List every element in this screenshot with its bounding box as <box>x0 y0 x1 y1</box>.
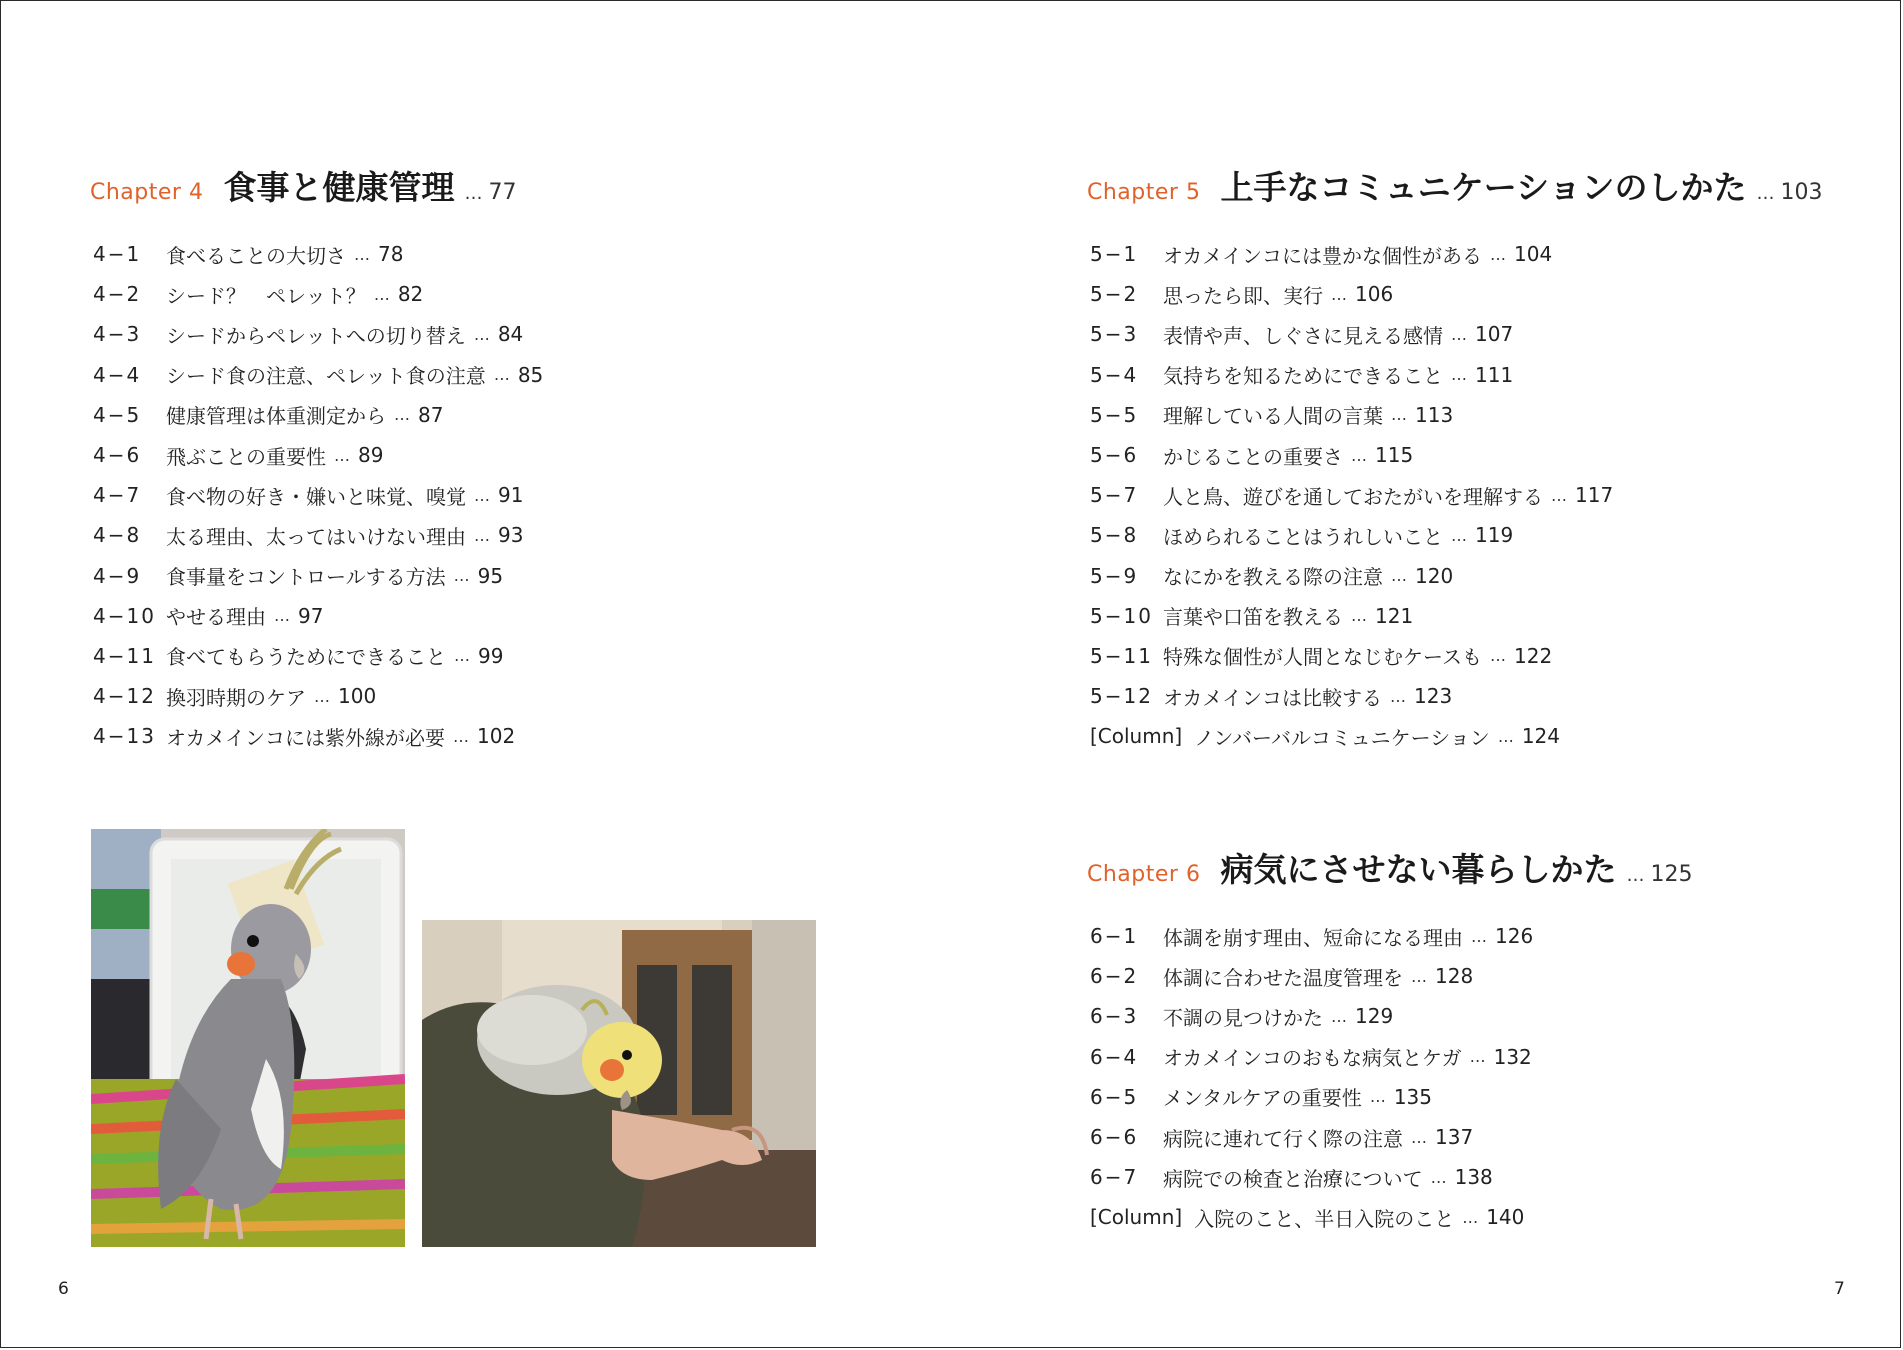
chapter-leader: … <box>1626 865 1645 886</box>
toc-item[interactable] <box>93 314 543 354</box>
item-title: 表情や声、しぐさに見える感情 <box>1163 323 1443 348</box>
item-number: 5−5 <box>1090 402 1139 427</box>
toc-item[interactable] <box>1090 1037 1533 1077</box>
toc-item[interactable] <box>93 676 543 716</box>
item-page: 132 <box>1493 1044 1532 1069</box>
item-leader: … <box>1490 646 1506 666</box>
item-number: [Column] <box>1090 1205 1183 1230</box>
item-number: 6−1 <box>1090 924 1139 949</box>
item-number: 5−9 <box>1090 563 1139 588</box>
item-number: 4−7 <box>93 483 142 508</box>
item-number: 5−1 <box>1090 242 1139 267</box>
item-number: 4−10 <box>93 603 156 628</box>
item-number: 4−6 <box>93 443 142 468</box>
item-leader: … <box>453 726 469 746</box>
item-title: かじることの重要さ <box>1163 444 1343 469</box>
toc-item[interactable] <box>1090 1077 1533 1117</box>
toc-item[interactable] <box>93 716 543 756</box>
item-leader: … <box>1369 1087 1386 1107</box>
item-title: オカメインコは比較する <box>1163 685 1382 710</box>
item-leader: … <box>1331 1006 1347 1026</box>
item-page: 111 <box>1475 362 1514 387</box>
item-title: なにかを教える際の注意 <box>1163 565 1383 590</box>
item-title: シード食の注意、ペレット食の注意 <box>166 364 486 389</box>
toc-item[interactable] <box>1090 314 1613 354</box>
item-title: メンタルケアの重要性 <box>1163 1086 1362 1111</box>
toc-item[interactable] <box>1090 435 1613 475</box>
item-page: 140 <box>1486 1205 1525 1230</box>
item-leader: … <box>1351 445 1367 465</box>
toc-item[interactable] <box>1090 1157 1533 1197</box>
item-number: 5−11 <box>1090 643 1153 668</box>
chapter-title: 食事と健康管理 <box>223 168 455 207</box>
toc-list <box>93 234 543 756</box>
item-number: 4−12 <box>93 684 156 709</box>
page-number-left: 6 <box>58 1279 69 1299</box>
item-number: 4−4 <box>93 362 142 387</box>
toc-item[interactable] <box>93 556 543 596</box>
item-leader: … <box>474 485 490 505</box>
item-leader: … <box>1551 485 1567 505</box>
toc-item[interactable] <box>1090 676 1613 716</box>
item-leader: … <box>474 525 490 545</box>
item-page: 102 <box>477 724 516 749</box>
toc-item[interactable] <box>93 435 543 475</box>
item-title: 飛ぶことの重要性 <box>166 444 326 469</box>
chapter-title: 病気にさせない暮らしかた <box>1220 850 1617 889</box>
item-leader: … <box>1351 606 1367 626</box>
chapter-6 <box>1087 844 1867 1264</box>
item-page: 120 <box>1415 563 1454 588</box>
item-page: 138 <box>1454 1165 1493 1190</box>
item-title: 入院のこと、半日入院のこと <box>1194 1206 1455 1231</box>
item-title: オカメインコには豊かな個性がある <box>1163 243 1482 268</box>
item-number: 5−12 <box>1090 684 1153 709</box>
toc-item-column[interactable] <box>1090 1197 1533 1237</box>
chapter-page: 77 <box>488 180 517 205</box>
item-number: 5−4 <box>1090 362 1139 387</box>
item-number: 4−1 <box>93 242 142 267</box>
item-number: 6−3 <box>1090 1004 1139 1029</box>
item-number: 6−5 <box>1090 1084 1139 1109</box>
toc-list <box>1090 916 1533 1238</box>
item-leader: … <box>454 646 470 666</box>
toc-item[interactable] <box>93 234 543 274</box>
item-page: 93 <box>498 523 524 548</box>
item-number: 4−9 <box>93 563 142 588</box>
item-number: 6−4 <box>1090 1044 1139 1069</box>
item-leader: … <box>1451 365 1467 385</box>
item-page: 100 <box>338 684 377 709</box>
toc-item[interactable] <box>93 475 543 515</box>
chapter-page: 125 <box>1650 862 1693 887</box>
item-page: 115 <box>1375 443 1414 468</box>
item-number: 5−2 <box>1090 282 1139 307</box>
item-title: ほめられることはうれしいこと <box>1163 524 1443 549</box>
item-page: 91 <box>498 483 524 508</box>
item-number: 5−8 <box>1090 523 1139 548</box>
item-title: シード？ ペレット？ <box>166 283 366 308</box>
item-page: 124 <box>1521 724 1560 749</box>
item-leader: … <box>334 445 350 465</box>
item-page: 128 <box>1435 964 1474 989</box>
item-title: 不調の見つけかた <box>1163 1005 1323 1030</box>
item-leader: … <box>1497 726 1514 746</box>
item-leader: … <box>1390 686 1406 706</box>
item-page: 107 <box>1475 322 1514 347</box>
item-title: 食事量をコントロールする方法 <box>166 565 446 590</box>
item-leader: … <box>473 324 490 344</box>
item-number: 5−10 <box>1090 603 1153 628</box>
item-title: オカメインコのおもな病気とケガ <box>1163 1046 1462 1071</box>
item-leader: … <box>1469 1047 1486 1067</box>
toc-item[interactable] <box>93 515 543 555</box>
toc-item[interactable] <box>1090 355 1613 395</box>
chapter-label: Chapter 4 <box>90 180 204 205</box>
item-leader: … <box>1391 566 1407 586</box>
chapter-label: Chapter 6 <box>1087 862 1201 887</box>
cockatiel-hand-photo <box>422 920 816 1247</box>
item-leader: … <box>1430 1167 1447 1187</box>
toc-item[interactable] <box>1090 515 1613 555</box>
item-page: 95 <box>477 563 504 588</box>
item-leader: … <box>1451 525 1467 545</box>
chapter-leader: … <box>464 183 483 204</box>
toc-list <box>1090 234 1613 756</box>
item-number: 5−6 <box>1090 443 1139 468</box>
item-page: 99 <box>478 643 504 668</box>
chapter-heading <box>1087 162 1867 206</box>
toc-item[interactable] <box>1090 996 1533 1036</box>
item-title: 食べてもらうためにできること <box>166 645 446 670</box>
item-number: 4−11 <box>93 643 156 668</box>
toc-item[interactable] <box>1090 475 1613 515</box>
item-leader: … <box>1331 284 1347 304</box>
item-leader: … <box>373 284 390 304</box>
item-title: 病院に連れて行く際の注意 <box>1163 1126 1403 1151</box>
item-page: 84 <box>497 322 524 347</box>
toc-item[interactable] <box>93 395 543 435</box>
item-title: 理解している人間の言葉 <box>1163 404 1383 429</box>
item-title: ノンバーバルコミュニケーション <box>1194 725 1490 750</box>
item-number: 5−3 <box>1090 322 1139 347</box>
item-title: やせる理由 <box>166 605 266 630</box>
toc-item[interactable] <box>1090 1117 1533 1157</box>
item-page: 104 <box>1514 242 1553 267</box>
chapter-page: 103 <box>1780 180 1823 205</box>
item-number: 4−5 <box>93 402 142 427</box>
toc-item[interactable] <box>1090 274 1613 314</box>
item-page: 117 <box>1575 483 1614 508</box>
item-leader: … <box>274 606 290 626</box>
item-title: シードからペレットへの切り替え <box>166 323 466 348</box>
chapter-leader: … <box>1756 183 1775 204</box>
item-title: 病院での検査と治療について <box>1163 1166 1423 1191</box>
item-leader: … <box>314 686 330 706</box>
item-leader: … <box>493 365 510 385</box>
item-number: 4−8 <box>93 523 142 548</box>
item-title: 言葉や口笛を教える <box>1163 605 1343 630</box>
item-leader: … <box>1471 926 1487 946</box>
item-title: 人と鳥、遊びを通しておたがいを理解する <box>1163 484 1543 509</box>
item-page: 121 <box>1375 603 1414 628</box>
item-title: 特殊な個性が人間となじむケースも <box>1163 645 1482 670</box>
item-title: 食べることの大切さ <box>166 243 346 268</box>
toc-item[interactable] <box>1090 556 1613 596</box>
item-leader: … <box>1490 244 1506 264</box>
chapter-label: Chapter 5 <box>1087 180 1201 205</box>
item-page: 89 <box>358 443 384 468</box>
item-page: 129 <box>1355 1004 1394 1029</box>
item-number: [Column] <box>1090 724 1183 749</box>
item-number: 6−6 <box>1090 1125 1139 1150</box>
item-title: 気持ちを知るためにできること <box>1163 364 1443 389</box>
item-page: 85 <box>517 362 544 387</box>
item-page: 78 <box>378 242 404 267</box>
item-page: 123 <box>1414 684 1453 709</box>
item-title: 健康管理は体重測定から <box>166 404 386 429</box>
item-leader: … <box>394 405 410 425</box>
item-page: 137 <box>1435 1125 1474 1150</box>
toc-item[interactable] <box>1090 636 1613 676</box>
item-page: 82 <box>397 282 424 307</box>
cockatiel-mirror-photo <box>91 829 405 1247</box>
item-page: 106 <box>1355 282 1394 307</box>
item-number: 4−3 <box>93 322 142 347</box>
item-title: 体調に合わせた温度管理を <box>1163 965 1403 990</box>
chapter-heading <box>1087 844 1867 888</box>
toc-item[interactable] <box>93 274 543 314</box>
toc-item[interactable] <box>1090 596 1613 636</box>
item-leader: … <box>453 566 470 586</box>
item-title: オカメインコには紫外線が必要 <box>166 725 445 750</box>
chapter-5 <box>1087 162 1867 762</box>
item-page: 119 <box>1475 523 1514 548</box>
item-number: 6−7 <box>1090 1165 1139 1190</box>
item-title: 体調を崩す理由、短命になる理由 <box>1163 925 1463 950</box>
page-number-right: 7 <box>1834 1279 1845 1299</box>
chapter-title: 上手なコミュニケーションのしかた <box>1220 168 1747 207</box>
toc-item[interactable] <box>1090 395 1613 435</box>
toc-item[interactable] <box>93 636 543 676</box>
toc-item[interactable] <box>1090 916 1533 956</box>
item-title: 換羽時期のケア <box>166 685 306 710</box>
item-number: 5−7 <box>1090 483 1139 508</box>
item-number: 4−2 <box>93 282 142 307</box>
chapter-heading <box>90 162 990 206</box>
toc-item[interactable] <box>1090 234 1613 274</box>
item-page: 135 <box>1393 1084 1432 1109</box>
item-page: 113 <box>1415 402 1454 427</box>
toc-item[interactable] <box>93 596 543 636</box>
item-number: 4−13 <box>93 724 156 749</box>
toc-item[interactable] <box>1090 956 1533 996</box>
item-leader: … <box>1451 324 1467 344</box>
item-leader: … <box>1462 1207 1479 1227</box>
toc-item[interactable] <box>93 355 543 395</box>
item-leader: … <box>1411 1127 1427 1147</box>
item-page: 87 <box>418 402 444 427</box>
item-title: 思ったら即、実行 <box>1163 283 1323 308</box>
item-leader: … <box>1391 405 1407 425</box>
item-page: 126 <box>1495 924 1534 949</box>
toc-item-column[interactable] <box>1090 716 1613 756</box>
item-leader: … <box>1411 966 1427 986</box>
item-title: 太る理由、太ってはいけない理由 <box>166 524 466 549</box>
item-title: 食べ物の好き・嫌いと味覚、嗅覚 <box>166 484 466 509</box>
item-page: 122 <box>1514 643 1553 668</box>
item-page: 97 <box>298 603 324 628</box>
item-number: 6−2 <box>1090 964 1139 989</box>
chapter-4 <box>90 162 990 762</box>
item-leader: … <box>354 244 370 264</box>
